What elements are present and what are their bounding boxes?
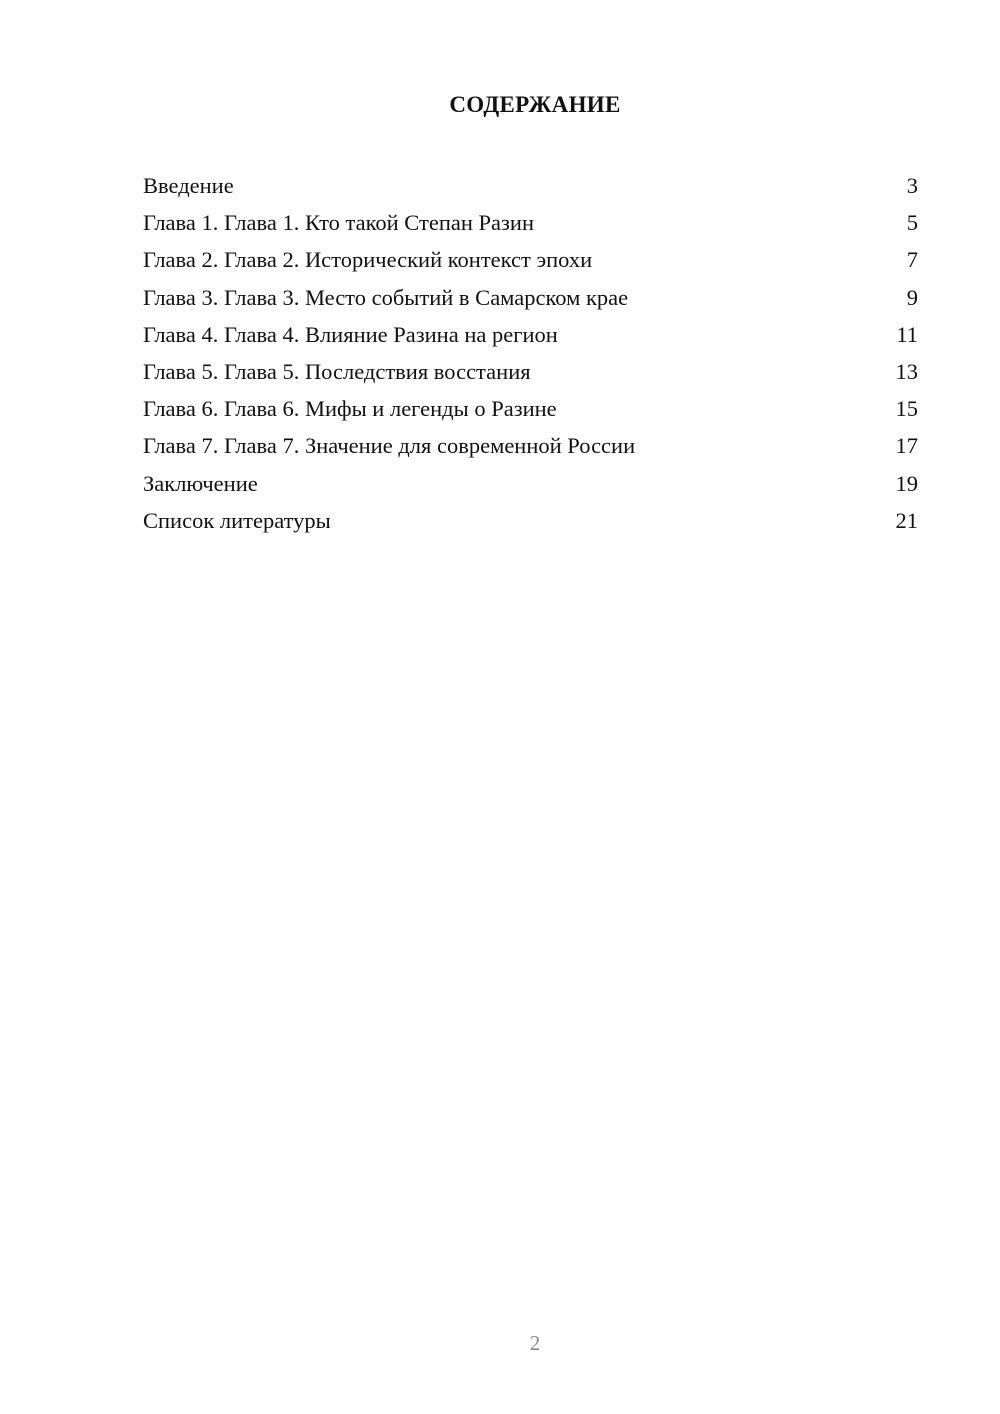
toc-entry-label: Глава 5. Глава 5. Последствия восстания (143, 358, 531, 384)
toc-entry-conclusion[interactable] (143, 465, 918, 502)
toc-entry-label: Глава 3. Глава 3. Место событий в Самарском крае (143, 284, 629, 310)
table-of-contents (143, 167, 918, 539)
toc-entry-page: 3 (906, 173, 918, 198)
toc-entry-page: 7 (906, 247, 918, 273)
toc-entry-label: Глава 7. Глава 7. Значение для современной России (143, 433, 636, 459)
toc-entry-page: 5 (906, 210, 918, 236)
toc-entry-page: 15 (895, 396, 918, 422)
toc-entry-page: 21 (895, 507, 918, 533)
toc-entry-introduction[interactable] (143, 167, 918, 204)
toc-entry-chapter-4[interactable] (143, 316, 918, 353)
toc-entry-chapter-5[interactable] (143, 353, 918, 390)
toc-entry-chapter-2[interactable] (143, 241, 918, 278)
toc-entry-chapter-7[interactable] (143, 427, 918, 464)
toc-entry-label: Глава 4. Глава 4. Влияние Разина на регион (143, 321, 558, 347)
page-number: 2 (529, 1331, 541, 1355)
toc-entry-label: Глава 1. Глава 1. Кто такой Степан Разин (143, 210, 534, 236)
toc-entry-label: Заключение (143, 470, 258, 496)
toc-entry-bibliography[interactable] (143, 502, 918, 539)
toc-entry-chapter-6[interactable] (143, 390, 918, 427)
toc-entry-page: 11 (896, 321, 918, 347)
toc-entry-label: Глава 2. Глава 2. Исторический контекст эпохи (143, 247, 593, 273)
toc-entry-label: Глава 6. Глава 6. Мифы и легенды о Разине (143, 396, 557, 422)
toc-entry-chapter-1[interactable] (143, 204, 918, 241)
toc-entry-page: 17 (895, 433, 918, 459)
toc-entry-label: Введение (143, 173, 234, 198)
toc-entry-chapter-3[interactable] (143, 279, 918, 316)
page-title: СОДЕРЖАНИЕ (449, 92, 621, 117)
toc-entry-page: 9 (906, 284, 918, 310)
toc-entry-label: Список литературы (143, 507, 331, 533)
toc-entry-page: 13 (895, 358, 918, 384)
toc-entry-page: 19 (895, 470, 918, 496)
